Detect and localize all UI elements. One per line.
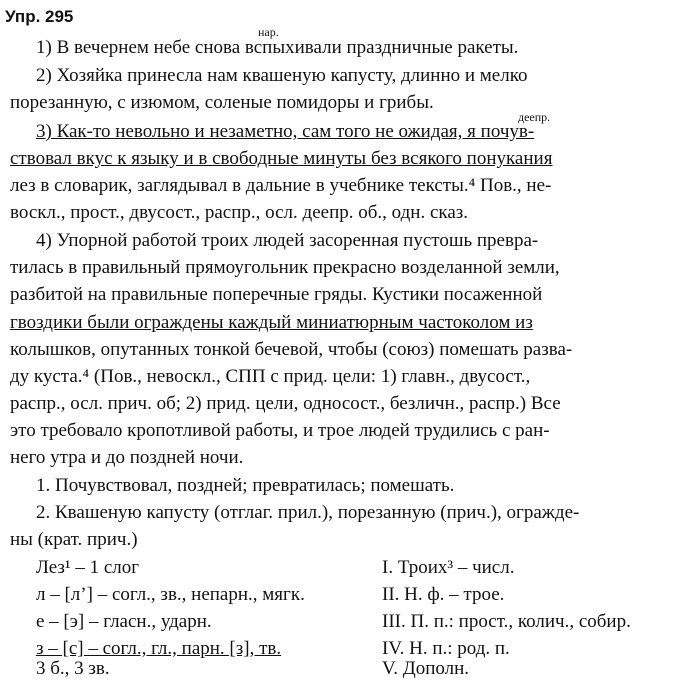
phonetic-line-2: л – [л’] – согл., зв., непарн., мягк. (36, 584, 305, 605)
answer-2-cont: ны (крат. прич.) (10, 529, 138, 550)
exercise-title: Упр. 295 (5, 7, 74, 26)
line-4: 3) Как-то невольно и незаметно, сам того не ожидая, я почув- (36, 121, 535, 142)
morph-line-1: I. Троих³ – числ. (382, 557, 515, 578)
phonetic-line-3: е – [э] – гласн., ударн. (36, 611, 212, 632)
line-12: колышков, опутанных тонкой бечевой, чтобы (союз) помешать разва- (10, 339, 573, 360)
line-7: воскл., прост., двусост., распр., осл. деепр. об., одн. сказ. (10, 202, 469, 223)
line-1: 1) В вечернем небе снова вспыхивали праздничные ракеты. (36, 37, 519, 58)
line-9: тилась в правильный прямоугольник прекрасно возделанной земли, (10, 257, 560, 278)
line-2: 2) Хозяйка принесла нам квашеную капусту, длинно и мелко (36, 65, 528, 86)
line-11: гвоздики были ограждены каждый миниатюрным частоколом из (10, 312, 533, 333)
answer-2: 2. Квашеную капусту (отглаг. прил.), порезанную (прич.), огражде- (36, 502, 580, 523)
phonetic-line-4: з – [с] – согл., гл., парн. [з], тв. (36, 638, 282, 659)
line-3: порезанную, с изюмом, соленые помидоры и грибы. (10, 92, 434, 113)
line-13: ду куста.⁴ (Пов., невоскл., СПП с прид. цели: 1) главн., двусост., (10, 366, 531, 387)
phonetic-line-1: Лез¹ – 1 слог (36, 557, 140, 578)
morph-line-5: V. Дополн. (382, 658, 470, 679)
line-16: него утра и до поздней ночи. (10, 447, 244, 468)
note-deepr: деепр. (518, 110, 551, 124)
line-6: лез в словарик, заглядывал в дальние в учебнике тексты.⁴ Пов., не- (10, 175, 552, 196)
morph-line-2: II. Н. ф. – трое. (382, 584, 505, 605)
answer-1: 1. Почувствовал, поздней; превратилась; помешать. (36, 475, 455, 496)
line-15: это требовало кропотливой работы, и трое людей трудились с ран- (10, 420, 550, 441)
line-10: разбитой на правильные поперечные гряды. Кустики посаженной (10, 284, 543, 305)
line-14: распр., осл. прич. об; 2) прид. цели, односост., безличн., распр.) Все (10, 393, 561, 414)
line-5: ствовал вкус к языку и в свободные минуты без всякого понукания (10, 148, 553, 169)
morph-line-4: IV. Н. п.: род. п. (382, 638, 510, 659)
morph-line-3: III. П. п.: прост., колич., собир. (382, 611, 631, 632)
line-8: 4) Упорной работой троих людей засоренная пустошь превра- (36, 230, 539, 251)
phonetic-line-5: 3 б., 3 зв. (36, 658, 110, 679)
note-nar: нар. (258, 25, 279, 39)
